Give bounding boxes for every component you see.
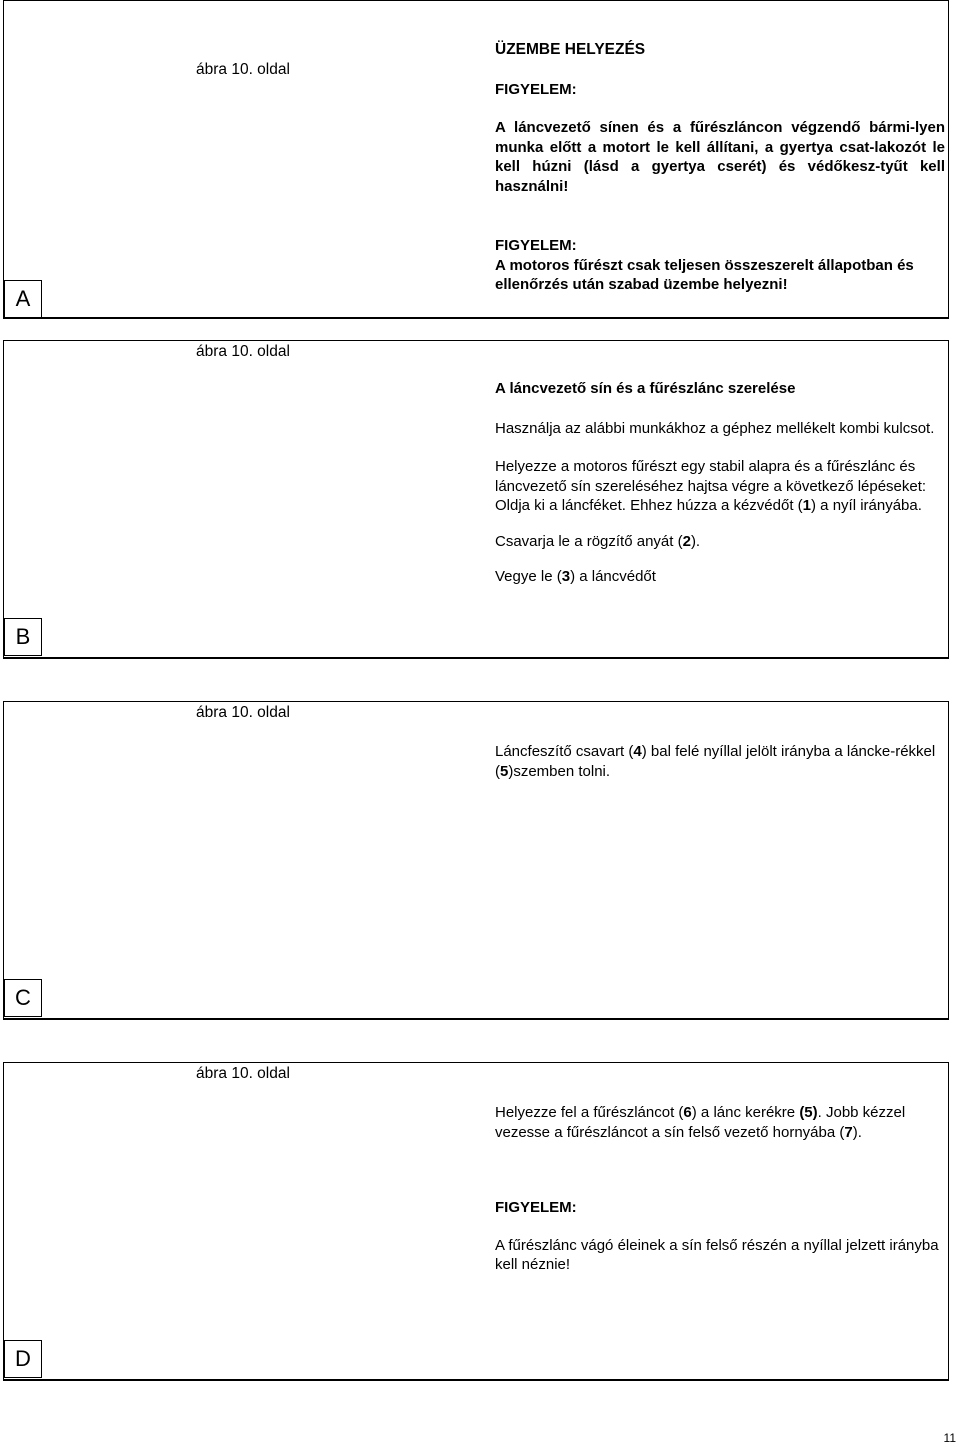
section-label-d: D [4,1340,42,1378]
warning-text: A láncvezető sínen és a fűrészláncon végzendő bármi-lyen munka előtt a motort le kell állítani, a gyertya csat-lakozót le kell húzni (lásd a gyertya cserét) és védőkesz-tyűt kell használni! [495,119,945,195]
section-d-text [495,1103,945,1275]
section-d [3,1062,949,1381]
warning-title: FIGYELEM: [495,1199,577,1216]
section-b [3,340,949,659]
paragraph: Vegye le (3) a láncvédőt [495,568,656,585]
paragraph: Használja az alábbi munkákhoz a géphez mellékelt kombi kulcsot. [495,419,935,437]
section-b-text [495,379,945,587]
warning-text: A motoros fűrészt csak teljesen összeszerelt állapotban és ellenőrzés után szabad üzembe helyezni! [495,256,914,293]
paragraph: Oldja ki a láncféket. Ehhez húzza a kézvédőt (1) a nyíl irányába. [495,497,922,514]
warning-text: A fűrészlánc vágó éleinek a sín felső részén a nyíllal jelzett irányba kell néznie! [495,1236,939,1273]
section-c [3,701,949,1020]
paragraph: Helyezze fel a fűrészláncot (6) a lánc kerékre (5). Jobb kézzel vezesse a fűrészláncot a sín felső vezető hornyába (7). [495,1104,906,1141]
figure-reference: ábra 10. oldal [196,704,290,721]
warning-title: FIGYELEM: [495,80,577,98]
section-a-text [495,40,945,295]
paragraph: Láncfeszítő csavart (4) bal felé nyíllal jelölt irányba a láncke-rékkel (5)szemben tolni. [495,743,936,780]
figure-reference: ábra 10. oldal [196,1065,290,1082]
warning-title: FIGYELEM: [495,237,577,254]
section-label-c: C [4,979,42,1017]
section-a [3,0,949,319]
figure-reference: ábra 10. oldal [196,61,290,78]
section-heading: ÜZEMBE HELYEZÉS [495,41,646,58]
paragraph: Helyezze a motoros fűrészt egy stabil alapra és a fűrészlánc és láncvezető sín szereléséhez hajtsa végre a következő lépéseket: [495,458,927,495]
section-heading: A láncvezető sín és a fűrészlánc szerelése [495,380,796,397]
section-label-b: B [4,618,42,656]
section-c-text [495,742,945,781]
figure-reference: ábra 10. oldal [196,343,290,360]
page-number: 11 [943,1431,956,1445]
paragraph: Csavarja le a rögzítő anyát (2). [495,532,701,550]
section-label-a: A [4,280,42,318]
